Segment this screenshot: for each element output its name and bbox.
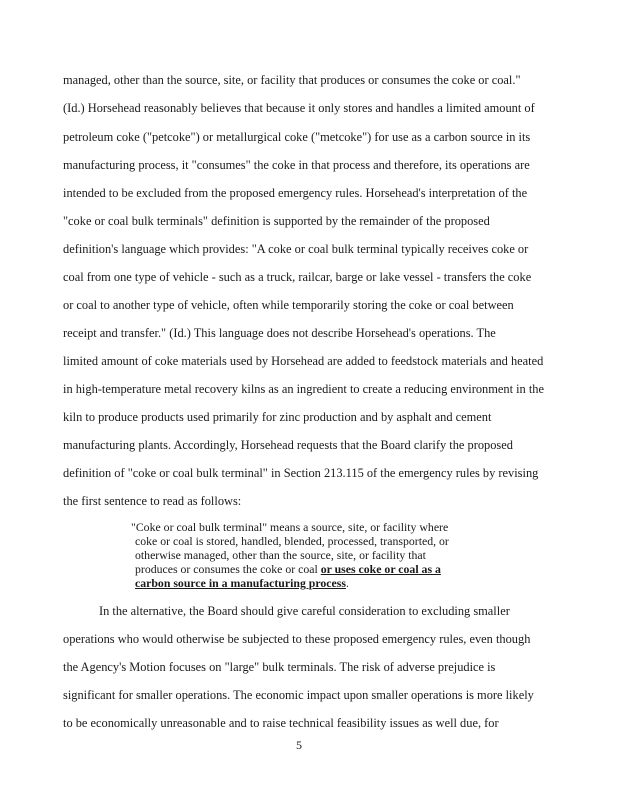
page-number: 5 (296, 738, 302, 752)
body-line: to be economically unreasonable and to raise technical feasibility issues as well due, for (63, 716, 499, 730)
body-line: managed, other than the source, site, or facility that produces or consumes the coke or coal." (63, 73, 521, 87)
quote-text: . (345, 576, 349, 590)
body-line: petroleum coke ("petcoke") or metallurgical coke ("metcoke") for use as a carbon source in its (63, 130, 531, 144)
body-line: in high-temperature metal recovery kilns as an ingredient to create a reducing environment in the (63, 382, 544, 396)
body-line: significant for smaller operations. The economic impact upon smaller operations is more likely (63, 688, 534, 702)
body-line: receipt and transfer." (Id.) This language does not describe Horsehead's operations. The (63, 326, 496, 340)
body-line: kiln to produce products used primarily for zinc production and by asphalt and cement (63, 410, 492, 424)
body-line: the Agency's Motion focuses on "large" bulk terminals. The risk of adverse prejudice is (63, 660, 496, 674)
quote-underlined-text: or uses coke or coal as a (320, 562, 441, 576)
body-line: coal from one type of vehicle - such as a truck, railcar, barge or lake vessel - transfers the coke (63, 270, 532, 284)
body-line: definition of "coke or coal bulk terminal" in Section 213.115 of the emergency rules by revising (63, 466, 539, 480)
quote-line (135, 563, 441, 576)
quote-underlined-text: carbon source in a manufacturing process (135, 576, 346, 590)
body-line: "coke or coal bulk terminals" definition is supported by the remainder of the proposed (63, 214, 490, 228)
body-line: definition's language which provides: "A coke or coal bulk terminal typically receives coke or (63, 242, 529, 256)
body-line: operations who would otherwise be subjected to these proposed emergency rules, even though (63, 632, 531, 646)
quote-line: otherwise managed, other than the source, site, or facility that (135, 548, 426, 562)
body-line: or coal to another type of vehicle, often while temporarily storing the coke or coal between (63, 298, 514, 312)
quote-text: produces or consumes the coke or coal (135, 562, 321, 576)
body-line: manufacturing plants. Accordingly, Horsehead requests that the Board clarify the proposed (63, 438, 513, 452)
body-line: the first sentence to read as follows: (63, 494, 242, 508)
body-line: intended to be excluded from the proposed emergency rules. Horsehead's interpretation of the (63, 186, 528, 200)
body-line: In the alternative, the Board should give careful consideration to excluding smaller (99, 604, 510, 618)
body-line: limited amount of coke materials used by Horsehead are added to feedstock materials and heated (63, 354, 544, 368)
quote-line: coke or coal is stored, handled, blended, processed, transported, or (135, 534, 449, 548)
quote-line: "Coke or coal bulk terminal" means a source, site, or facility where (131, 520, 449, 534)
body-line: manufacturing process, it "consumes" the coke in that process and therefore, its operations are (63, 158, 530, 172)
body-line: (Id.) Horsehead reasonably believes that because it only stores and handles a limited amount of (63, 101, 535, 115)
quote-line (135, 577, 349, 590)
